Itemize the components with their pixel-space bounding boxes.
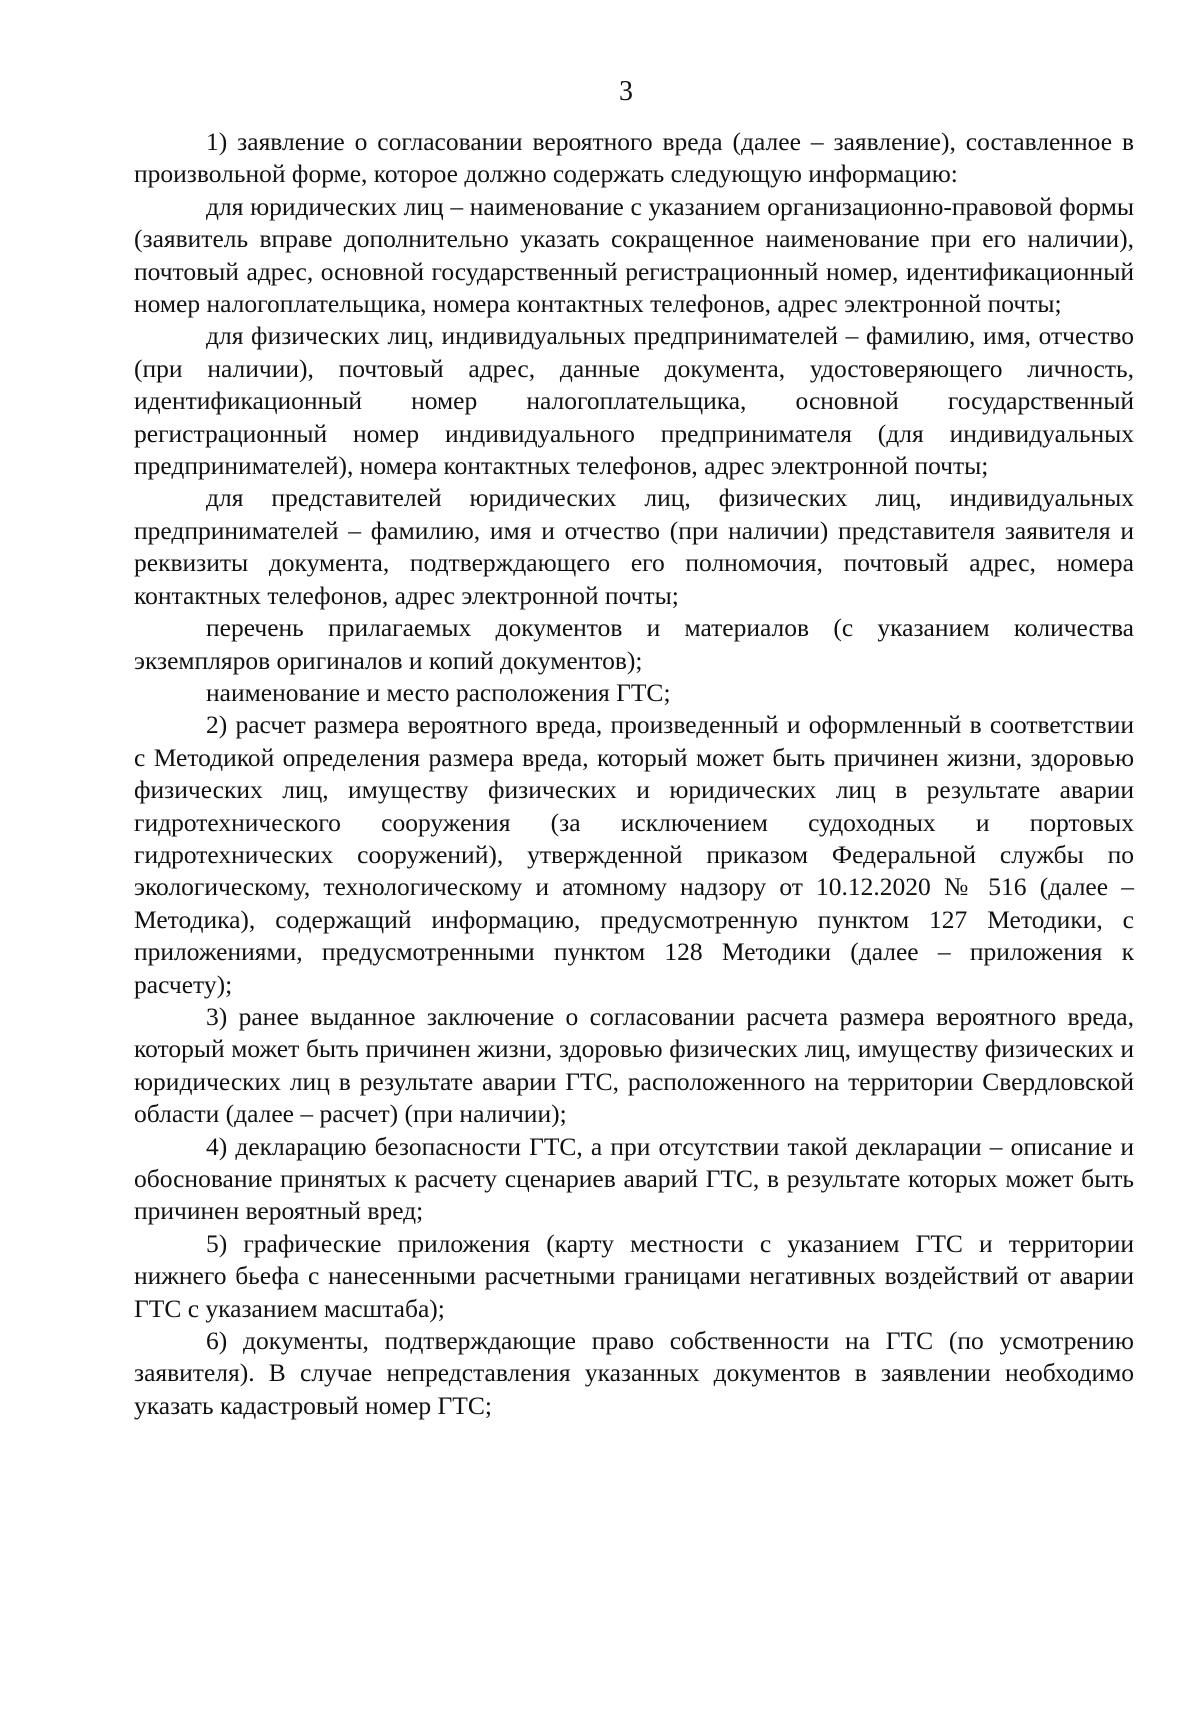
paragraph-gts-name-location: наименование и место расположения ГТС; bbox=[206, 677, 671, 707]
paragraph-item-5-graphic-attachments: 5) графические приложения (карту местности с указанием ГТС и территории нижнего бьефа с нанесенными расчетными границами негативных воздействий от аварии ГТС с указанием масштаба); bbox=[134, 1228, 1134, 1323]
paragraph-attached-documents-list: перечень прилагаемых документов и материалов (с указанием количества экземпляров оригиналов и копий документов); bbox=[134, 613, 1134, 675]
paragraph-item-4-safety-declaration: 4) декларацию безопасности ГТС, а при отсутствии такой декларации – описание и обоснование принятых к расчету сценариев аварий ГТС, в результате которых может быть причинен вероятный вред; bbox=[134, 1131, 1134, 1226]
paragraph-item-2-harm-calculation: 2) расчет размера вероятного вреда, произведенный и оформленный в соответствии с Методикой определения размера вреда, который может быть причинен жизни, здоровью физических лиц, имуществу физических и юридических лиц в результате аварии гидротехнического сооружения (за исключением судоходных и портовых гидротехнических сооружений), утвержденной приказом Федеральной службы по экологическому, технологическому и атомному надзору от 10.12.2020 № 516 (далее – Методика), содержащий информацию, предусмотренную пунктом 127 Методики, с приложениями, предусмотренными пунктом 128 Методики (далее – приложения к расчету); bbox=[134, 710, 1134, 999]
paragraph-legal-entities: для юридических лиц – наименование с указанием организационно-правовой формы (заявитель вправе дополнительно указать сокращенное наименование при его наличии), почтовый адрес, основной государственный регистрационный номер, идентификационный номер налогоплательщика, номера контактных телефонов, адрес электронной почты; bbox=[134, 191, 1134, 319]
paragraph-item-3-previous-conclusion: 3) ранее выданное заключение о согласовании расчета размера вероятного вреда, который может быть причинен жизни, здоровью физических лиц, имуществу физических и юридических лиц в результате аварии ГТС, расположенного на территории Свердловской области (далее – расчет) (при наличии); bbox=[134, 1001, 1134, 1129]
paragraph-item-1-application: 1) заявление о согласовании вероятного вреда (далее – заявление), составленное в произвольной форме, которое должно содержать следующую информацию: bbox=[134, 127, 1134, 189]
document-body bbox=[134, 126, 1134, 1422]
paragraph-individuals: для физических лиц, индивидуальных предпринимателей – фамилию, имя, отчество (при наличии), почтовый адрес, данные документа, удостоверяющего личность, идентификационный номер налогоплательщика, основной государственный регистрационный номер индивидуального предпринимателя (для индивидуальных предпринимателей), номера контактных телефонов, адрес электронной почты; bbox=[134, 321, 1134, 481]
paragraph-item-6-ownership-documents: 6) документы, подтверждающие право собственности на ГТС (по усмотрению заявителя). В случае непредставления указанных документов в заявлении необходимо указать кадастровый номер ГТС; bbox=[134, 1326, 1134, 1420]
page-number: 3 bbox=[619, 76, 633, 107]
paragraph-representatives: для представителей юридических лиц, физических лиц, индивидуальных предпринимателей – фамилию, имя и отчество (при наличии) представителя заявителя и реквизиты документа, подтверждающего его полномочия, почтовый адрес, номера контактных телефонов, адрес электронной почты; bbox=[134, 483, 1134, 610]
